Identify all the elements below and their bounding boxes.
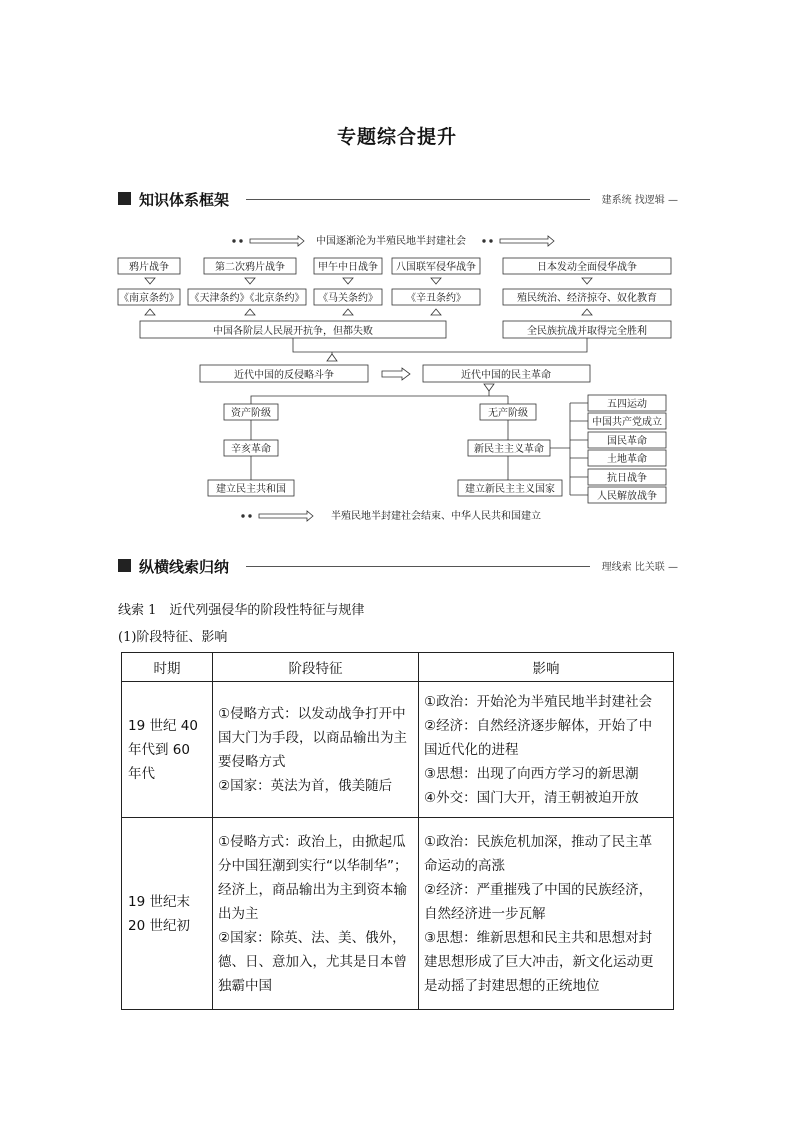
cell-line: ①侵略方式：以发动战争打开中: [218, 705, 406, 722]
sub-title: (1)阶段特征、影响: [118, 630, 228, 645]
column-header: 阶段特征: [213, 653, 419, 682]
treaty-label: 《马关条约》: [318, 293, 378, 304]
stage-label: 中国共产党成立: [592, 417, 662, 428]
cell-line: ②国家：除英、法、美、俄外，: [218, 929, 406, 946]
democratic-revolution-label: 近代中国的民主革命: [461, 370, 551, 381]
cell-line: 分中国狂潮到实行“以华制华”；: [218, 857, 408, 874]
column-header: 影响: [419, 653, 674, 682]
features-cell: [213, 818, 419, 1010]
war-label: 日本发动全面侵华战争: [537, 262, 637, 273]
page-title: 专题综合提升: [336, 126, 457, 148]
impacts-cell: [419, 818, 674, 1010]
republic-label: 建立民主共和国: [216, 484, 286, 495]
cell-line: 命运动的高涨: [424, 857, 505, 874]
section-tail: 理线索 比关联 —: [602, 558, 678, 573]
war-label: 第二次鸦片战争: [215, 262, 285, 273]
cell-line: ④外交：国门大开，清王朝被迫开放: [424, 789, 639, 806]
dot-arrow-icon: [233, 236, 304, 246]
bourgeoisie-label: 资产阶级: [231, 408, 271, 419]
table-row: [122, 818, 674, 1010]
cell-line: ③思想：维新思想和民主共和思想对封: [424, 929, 653, 946]
features-cell: [213, 682, 419, 818]
cell-line: 是动摇了封建思想的正统地位: [424, 977, 600, 994]
new-democratic-label: 新民主主义革命: [474, 444, 544, 455]
victory-label: 全民族抗战并取得完全胜利: [527, 326, 647, 337]
stage-label: 抗日战争: [607, 473, 647, 484]
section-square-icon: [118, 559, 131, 572]
dot-arrow-icon: [483, 236, 554, 246]
cell-line: 自然经济进一步瓦解: [424, 905, 546, 922]
cell-line: 德、日、意加入，尤其是日本曾: [218, 953, 407, 970]
cell-line: 独霸中国: [218, 977, 272, 994]
section-tail: 建系统 找逻辑 —: [602, 191, 678, 206]
cell-line: ①政治：开始沦为半殖民地半封建社会: [424, 693, 653, 710]
stage-features-table: [121, 652, 674, 1010]
column-header: 时期: [122, 653, 213, 682]
stage-label: 国民革命: [607, 436, 647, 447]
section-heading: 纵横线索归纳: [139, 558, 230, 576]
resistance-label: 中国各阶层人民展开抗争，但都失败: [213, 326, 373, 337]
cell-line: 出为主: [218, 905, 259, 922]
cell-line: ①侵略方式：政治上，由掀起瓜: [218, 833, 406, 850]
hollow-right-arrow-icon: [382, 368, 410, 380]
treaty-label: 殖民统治、经济掠夺、奴化教育: [517, 293, 657, 304]
cell-line: 要侵略方式: [218, 753, 286, 770]
section-heading: 知识体系框架: [139, 191, 230, 209]
treaty-label: 《天津条约》《北京条约》: [189, 293, 305, 304]
dot-arrow-icon: [242, 511, 313, 521]
cell-line: 建思想形成了巨大冲击，新文化运动更: [424, 953, 654, 970]
clue-title: 线索 1 近代列强侵华的阶段性特征与规律: [118, 603, 365, 618]
bottom-banner-text: 半殖民地半封建社会结束、中华人民共和国建立: [331, 511, 541, 522]
cell-line: ②经济：自然经济逐步解体，开始了中: [424, 717, 653, 734]
table-header-row: [122, 653, 674, 682]
divider: [246, 566, 590, 567]
stage-label: 人民解放战争: [597, 491, 657, 502]
cell-line: 国近代化的进程: [424, 741, 519, 758]
cell-line: 国大门为手段，以商品输出为主: [218, 729, 407, 746]
xinhai-label: 辛亥革命: [231, 444, 271, 455]
period-cell: 19 世纪 40 年代到 60 年代: [122, 682, 213, 818]
war-label: 鸦片战争: [129, 262, 169, 273]
cell-line: ②经济：严重摧残了中国的民族经济，: [424, 881, 653, 898]
war-label: 八国联军侵华战争: [396, 262, 476, 273]
cell-line: ③思想：出现了向西方学习的新思潮: [424, 765, 639, 782]
new-democratic-state-label: 建立新民主主义国家: [465, 484, 555, 495]
war-label: 甲午中日战争: [318, 262, 378, 273]
impacts-cell: [419, 682, 674, 818]
stage-label: 土地革命: [607, 454, 647, 465]
anti-aggression-label: 近代中国的反侵略斗争: [234, 370, 334, 381]
period-cell: 19 世纪末 20 世纪初: [122, 818, 213, 1010]
table-row: [122, 682, 674, 818]
cell-line: 经济上，商品输出为主到资本输: [218, 881, 407, 898]
cell-line: ②国家：英法为首，俄美随后: [218, 777, 393, 794]
stage-label: 五四运动: [607, 399, 647, 410]
treaty-label: 《辛丑条约》: [406, 293, 466, 304]
section-header-clues: [118, 556, 678, 576]
treaty-label: 《南京条约》: [119, 293, 179, 304]
top-banner-text: 中国逐渐沦为半殖民地半封建社会: [316, 236, 466, 247]
cell-line: ①政治：民族危机加深，推动了民主革: [424, 833, 653, 850]
proletariat-label: 无产阶级: [488, 408, 528, 419]
